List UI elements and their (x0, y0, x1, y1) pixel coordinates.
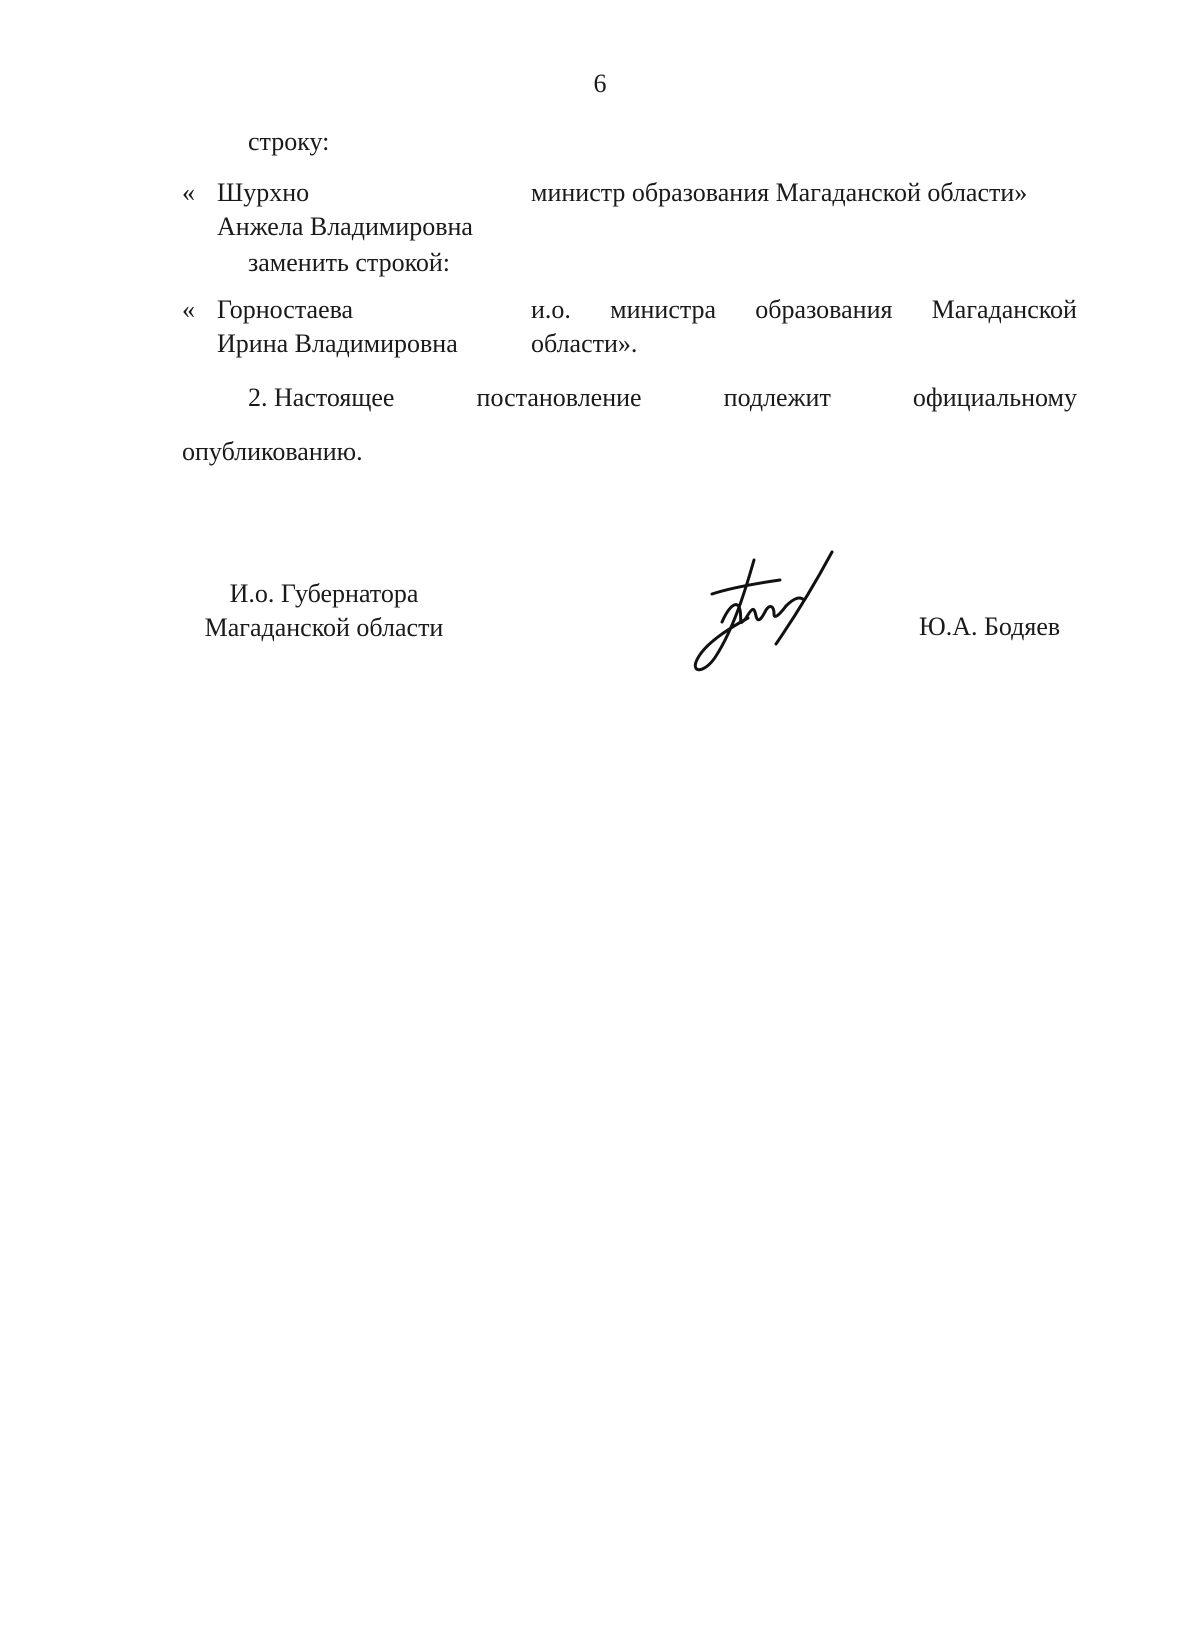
old-entry-surname: Шурхно (217, 178, 310, 207)
signatory-name: Ю.А. Бодяев (919, 612, 1061, 641)
replace-text: заменить строкой: (248, 248, 451, 277)
page-number: 6 (593, 69, 607, 98)
paragraph-2-continuation: опубликованию. (182, 437, 363, 466)
new-entry-surname: Горностаева (217, 295, 354, 324)
position-word: министра (610, 295, 717, 324)
open-quote-mark: « (182, 178, 195, 207)
new-entry-given-names: Ирина Владимировна (217, 329, 458, 358)
position-word: Магаданской (931, 295, 1077, 324)
old-entry-given-names: Анжела Владимировна (217, 212, 473, 241)
signatory-title-line2: Магаданской области (204, 613, 444, 642)
new-entry-position-line2: области». (531, 329, 638, 358)
signature-icon (686, 548, 856, 678)
paragraph-2 (248, 382, 1077, 413)
old-entry-position: министр образования Магаданской области» (531, 178, 1028, 207)
paragraph-word: 2. Настоящее (248, 383, 395, 412)
paragraph-word: подлежит (723, 383, 831, 412)
new-entry-position-line1 (531, 294, 1077, 325)
paragraph-word: постановление (476, 383, 642, 412)
position-word: и.о. (531, 295, 571, 324)
open-quote-mark: « (182, 295, 195, 324)
position-word: образования (755, 295, 893, 324)
intro-text: строку: (248, 127, 330, 156)
paragraph-word: официальному (912, 383, 1077, 412)
signatory-title-line1: И.о. Губернатора (229, 579, 419, 608)
